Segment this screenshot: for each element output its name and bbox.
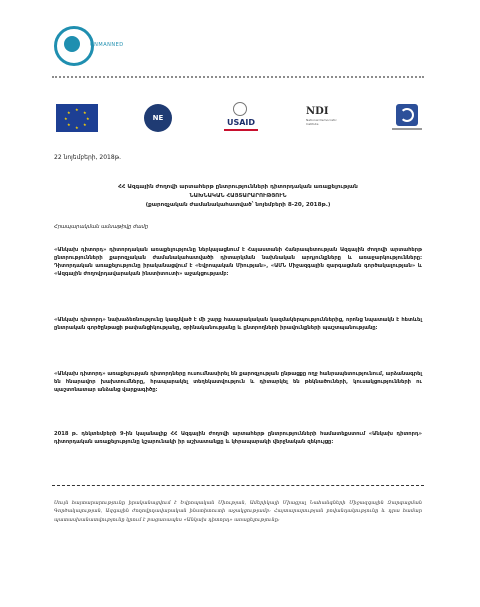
footnote-divider xyxy=(52,485,424,486)
paragraph: «Անկախ դիտորդ» դիտորդական առաքելությունը ներկայացնում է Հայաստանի Հանրապետության Ազգային ժողովի արտահերթ ընտրությունների քարոզչական ժամանակահատվածի դիտարկման նախնական արդյունքները և առաջարկությունները։ Դիտորդական առաքելությունը իրականացվում է «Եվրոպական Միության», «ԱՄՆ Միջազգային զարգացման գործակալության» և «Ազգային ժողովրդավարական ինստիտուտի» աջակցությամբ։ xyxy=(54,247,422,277)
logo-text: UNMANNED xyxy=(90,42,124,48)
paragraph: «Անկախ դիտորդ» նախաձեռնությունը կազմված է մի շարք հասարակական կազմակերպություններից, որոնց նպատակն է հետևել ընտրական գործընթացի թափանցիկությանը, օրինականությանը և ընտրողների իրավունքների պաշտպանությանը։ xyxy=(54,317,422,331)
coe-logo xyxy=(392,102,422,132)
paragraph: «Անկախ դիտորդ» առաքելության դիտորդները ուսումնասիրել են քարոզչության ընթացքը ողջ հանրապետությունում, արձանագրել են հնարավոր խախտումները, հրապարակել տեղեկատվություն և դիտարկել են թեկնածուների, կուսակցությունների ու պաշտոնատար անձանց վարքագիծը։ xyxy=(54,371,422,393)
logo-dot-icon xyxy=(64,36,80,52)
salutation: Հրապարակման ամսաթիվը ժամը xyxy=(54,224,149,230)
ndi-subtitle: National Democratic Institute xyxy=(306,118,337,126)
title-line: (քարոզչական ժամանակահատված՝ նոյեմբերի 8-20, 2018թ.) xyxy=(145,202,331,208)
header-divider xyxy=(52,76,424,78)
ne-logo: NE xyxy=(144,104,172,132)
document-title xyxy=(52,183,424,210)
usaid-seal-icon xyxy=(233,102,247,116)
paragraph: 2018 թ. դեկտեմբերի 9-ին կայանալիք ՀՀ Ազգային ժողովի արտահերթ ընտրությունների համատեքստում «Անկախ դիտորդ» դիտորդական առաքելությունը կշարունակի իր աշխատանքը և կհրապարակի վերջնական զեկույցը։ xyxy=(54,431,422,445)
partner-logos xyxy=(52,98,424,138)
usaid-logo xyxy=(222,102,260,134)
ndi-wordmark: NDI xyxy=(306,106,329,117)
title-line: ՀՀ Ազգային ժողովի արտահերթ ընտրությունների դիտորդական առաքելության xyxy=(118,184,358,190)
title-line: ՆԱԽՆԱԿԱՆ ՀԱՅՏԱՐԱՐՈՒԹՅՈՒՆ xyxy=(189,193,287,199)
eu-flag-icon: ★ ★ ★ ★ ★ ★ ★ ★ xyxy=(56,104,98,132)
ndi-logo xyxy=(306,106,350,130)
coe-underline xyxy=(392,128,422,130)
coe-swirl-icon xyxy=(400,108,414,122)
usaid-wordmark: USAID xyxy=(226,118,256,127)
footnote: Սույն հայտարարությունը իրականացվում է Եվրոպական Միության, Ամերիկայի Միացյալ Նահանգների Միջազգային Զարգացման Գործակալության, Ազգային ժողովրդավարական ինստիտուտի աջակցությամբ։ Հայտարարության բովանդակությունը և դրա համար պատասխանատվությունը կրում է բացառապես «Անկախ դիտորդ» առաքելությունը։ xyxy=(54,500,422,523)
usaid-stripe xyxy=(224,129,258,131)
organization-logo xyxy=(52,22,132,72)
document-date: 22 նոյեմբերի, 2018թ. xyxy=(54,154,122,161)
